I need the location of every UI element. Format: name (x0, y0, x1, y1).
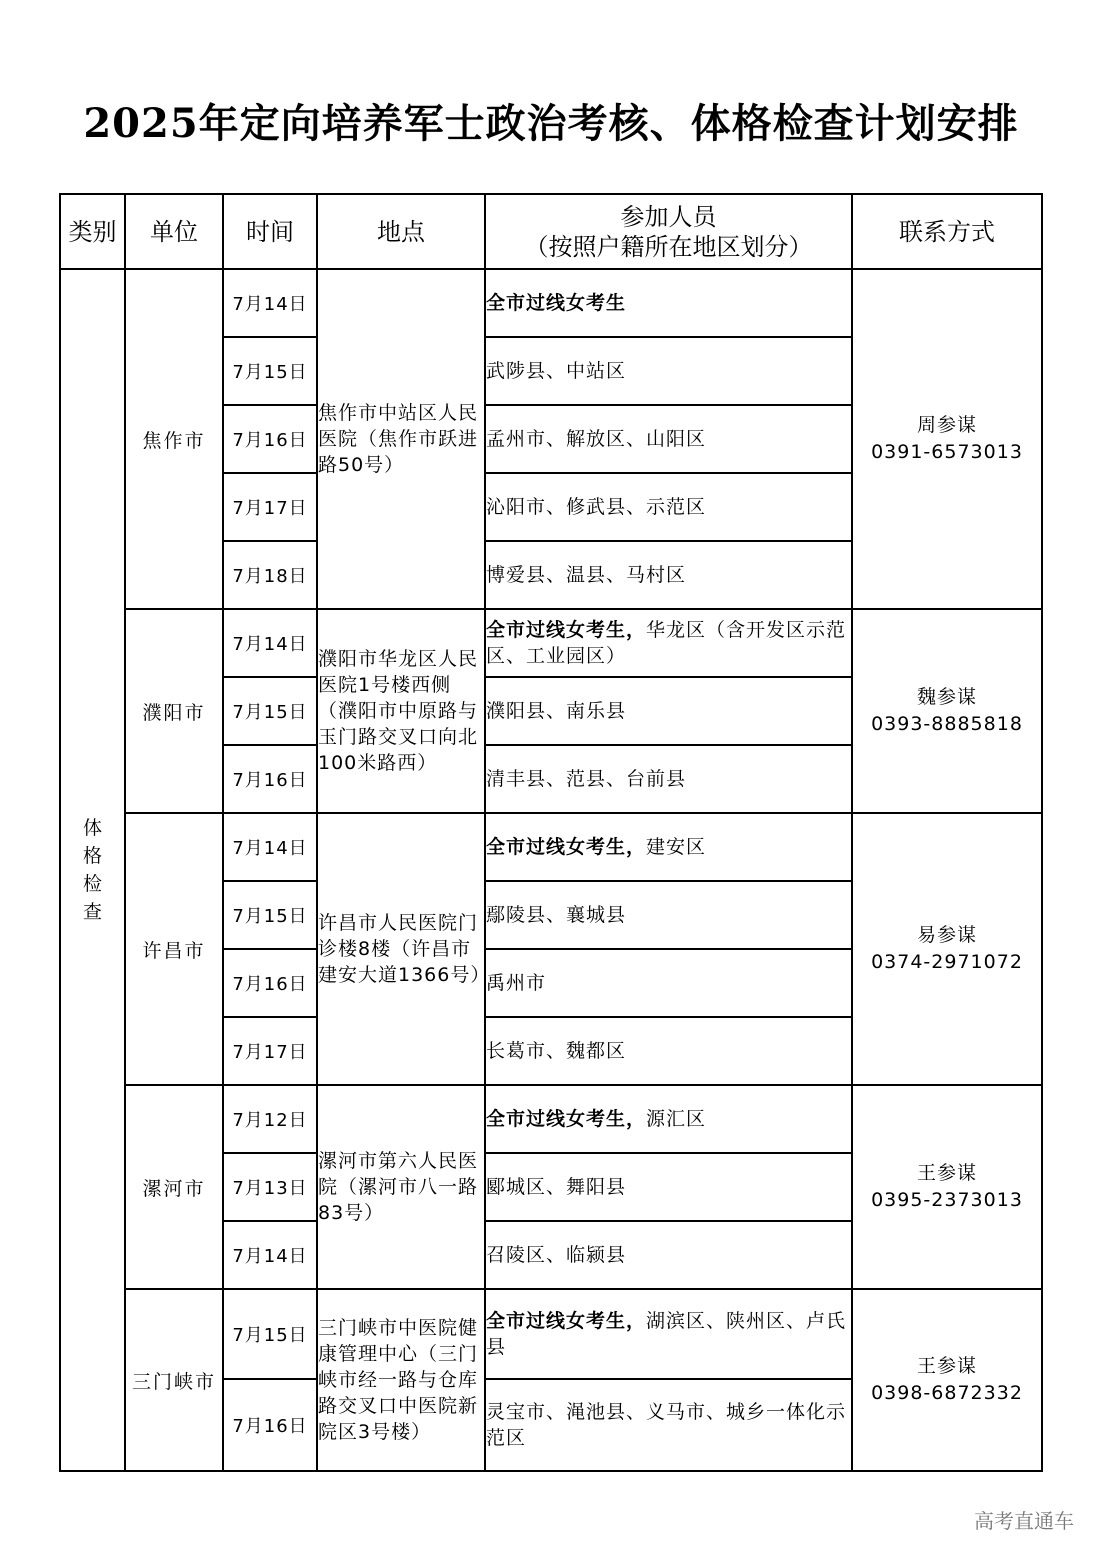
date-cell: 7月14日 (223, 269, 317, 337)
date-cell: 7月17日 (223, 1017, 317, 1085)
location-cell: 濮阳市华龙区人民医院1号楼西侧（濮阳市中原路与玉门路交叉口向北100米路西） (317, 609, 485, 813)
participants-cell (485, 881, 852, 949)
schedule-body (60, 269, 1042, 1471)
participants-cell (485, 405, 852, 473)
participants-cell (485, 609, 852, 677)
schedule-table (59, 193, 1043, 1472)
participants-cell (485, 813, 852, 881)
participants-cell (485, 1017, 852, 1085)
contact-cell (852, 269, 1042, 609)
contact-name: 周参谋 (916, 414, 977, 436)
unit-cell: 漯河市 (125, 1085, 223, 1289)
contact-cell (852, 1289, 1042, 1471)
location-cell: 三门峡市中医院健康管理中心（三门峡市经一路与仓库路交叉口中医院新院区3号楼） (317, 1289, 485, 1471)
contact-name: 王参谋 (916, 1355, 977, 1377)
unit-cell: 许昌市 (125, 813, 223, 1085)
participants-text: 清丰县、范县、台前县 (486, 768, 687, 790)
participants-cell (485, 269, 852, 337)
watermark-text: 高考直通车 (974, 1509, 1074, 1533)
date-cell: 7月15日 (223, 881, 317, 949)
header-row (60, 194, 1042, 269)
participants-cell (485, 1379, 852, 1471)
location-cell: 许昌市人民医院门诊楼8楼（许昌市建安大道1366号） (317, 813, 485, 1085)
contact-phone: 0393-8885818 (871, 713, 1023, 735)
participants-emphasis: 全市过线女考生， (486, 619, 647, 641)
contact-phone: 0374-2971072 (871, 951, 1023, 973)
participants-text: 灵宝市、渑池县、义马市、城乡一体化示范区 (486, 1401, 847, 1449)
contact-cell (852, 609, 1042, 813)
header-location: 地点 (317, 194, 485, 269)
header-participants-note: （按照户籍所在地区划分） (524, 232, 813, 261)
header-category: 类别 (60, 194, 125, 269)
participants-emphasis: 全市过线女考生， (486, 1310, 647, 1332)
unit-cell: 濮阳市 (125, 609, 223, 813)
participants-cell (485, 473, 852, 541)
date-cell: 7月13日 (223, 1153, 317, 1221)
date-cell: 7月14日 (223, 1221, 317, 1289)
table-row (60, 813, 1042, 881)
participants-text: 源汇区 (646, 1108, 707, 1130)
date-cell: 7月18日 (223, 541, 317, 609)
location-cell: 焦作市中站区人民医院（焦作市跃进路50号） (317, 269, 485, 609)
participants-text: 召陵区、临颍县 (486, 1244, 627, 1266)
participants-text: 濮阳县、南乐县 (486, 700, 627, 722)
contact-phone: 0391-6573013 (871, 441, 1023, 463)
participants-text: 沁阳市、修武县、示范区 (486, 496, 707, 518)
contact-name: 王参谋 (916, 1162, 977, 1184)
participants-text: 武陟县、中站区 (486, 360, 627, 382)
location-cell: 漯河市第六人民医院（漯河市八一路83号） (317, 1085, 485, 1289)
participants-text: 禹州市 (486, 972, 547, 994)
date-cell: 7月14日 (223, 609, 317, 677)
date-cell: 7月12日 (223, 1085, 317, 1153)
participants-text: 华龙区（含开发区示范区、工业园区） (486, 619, 847, 667)
participants-cell (485, 1153, 852, 1221)
participants-emphasis: 全市过线女考生， (486, 836, 647, 858)
category-label: 体格检查 (82, 817, 102, 923)
participants-text: 孟州市、解放区、山阳区 (486, 428, 707, 450)
table-row (60, 1085, 1042, 1153)
unit-cell: 三门峡市 (125, 1289, 223, 1471)
date-cell: 7月16日 (223, 745, 317, 813)
participants-cell (485, 1221, 852, 1289)
participants-emphasis: 全市过线女考生 (486, 292, 627, 314)
date-cell: 7月15日 (223, 337, 317, 405)
date-cell: 7月14日 (223, 813, 317, 881)
participants-emphasis: 全市过线女考生， (486, 1108, 647, 1130)
participants-cell (485, 541, 852, 609)
date-cell: 7月16日 (223, 405, 317, 473)
participants-text: 郾城区、舞阳县 (486, 1176, 627, 1198)
contact-name: 魏参谋 (916, 686, 977, 708)
participants-cell (485, 1085, 852, 1153)
date-cell: 7月16日 (223, 1379, 317, 1471)
category-cell (60, 269, 125, 1471)
participants-cell (485, 1289, 852, 1379)
contact-phone: 0395-2373013 (871, 1189, 1023, 1211)
contact-name: 易参谋 (916, 924, 977, 946)
date-cell: 7月16日 (223, 949, 317, 1017)
participants-text: 博爱县、温县、马村区 (486, 564, 687, 586)
contact-phone: 0398-6872332 (871, 1382, 1023, 1404)
header-contact: 联系方式 (852, 194, 1042, 269)
participants-cell (485, 337, 852, 405)
participants-cell (485, 949, 852, 1017)
page-title: 2025年定向培养军士政治考核、体格检查计划安排 (83, 100, 1019, 147)
participants-text: 鄢陵县、襄城县 (486, 904, 627, 926)
participants-text: 长葛市、魏都区 (486, 1040, 627, 1062)
contact-cell (852, 813, 1042, 1085)
header-participants-title: 参加人员 (620, 202, 717, 231)
participants-text: 建安区 (646, 836, 707, 858)
unit-cell: 焦作市 (125, 269, 223, 609)
date-cell: 7月15日 (223, 677, 317, 745)
participants-cell (485, 677, 852, 745)
date-cell: 7月17日 (223, 473, 317, 541)
date-cell: 7月15日 (223, 1289, 317, 1379)
participants-cell (485, 745, 852, 813)
contact-cell (852, 1085, 1042, 1289)
table-row (60, 609, 1042, 677)
table-row (60, 269, 1042, 337)
participants-text: 湖滨区、陕州区、卢氏县 (486, 1310, 847, 1358)
header-time: 时间 (223, 194, 317, 269)
table-row (60, 1289, 1042, 1379)
header-participants (485, 194, 852, 269)
header-unit: 单位 (125, 194, 223, 269)
